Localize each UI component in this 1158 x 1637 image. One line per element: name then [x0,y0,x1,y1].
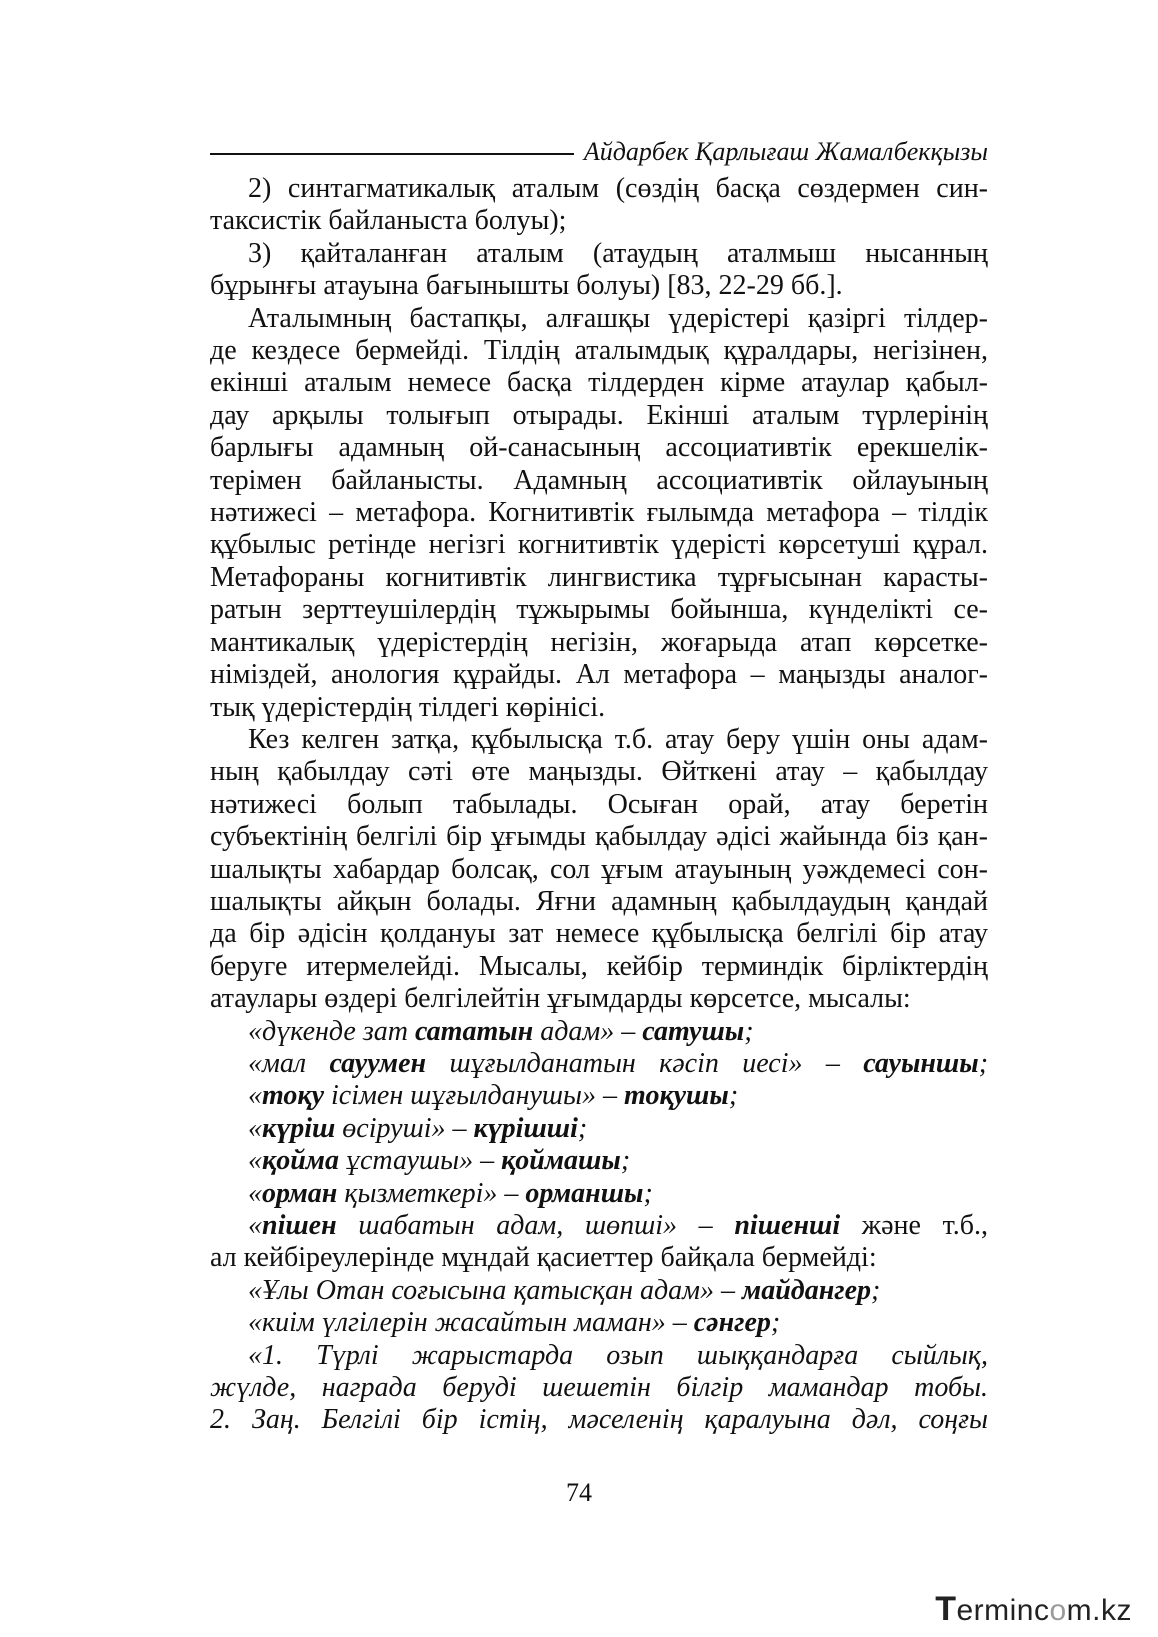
header-rule [210,153,574,155]
text-line [210,918,988,950]
term-bold: пішенші [734,1210,841,1241]
text-line [210,627,988,659]
text-line [210,529,988,561]
watermark-letter: T [935,1590,957,1628]
text-segment: «мал [248,1047,330,1079]
text-segment: «1. Түрлі жарыстарда озып шыққандарға сыйлық, [248,1339,988,1371]
term-bold: сататын [414,1015,534,1047]
text-segment: шалықты айқын болады. Яғни адамның қабылдаудың қандай [210,885,988,917]
text-segment: « [248,1145,262,1177]
text-segment: нәтижесі – метафора. Когнитивтік ғылымда метафора – тілдік [210,497,988,529]
term-bold: тоқу [262,1080,325,1112]
text-line [210,335,988,367]
text-line [210,983,988,1015]
term-bold: тоқушы [624,1080,729,1112]
text-segment: бұрынғы атауына бағынышты болуы) [83, 22-29 бб.]. [210,270,843,302]
text-segment: ; [577,1112,588,1144]
text-segment: ; [871,1274,881,1306]
term-bold: майдангер [742,1274,871,1306]
text-line [210,1404,988,1436]
term-bold: қойма [262,1145,339,1177]
text-line [210,1016,988,1048]
text-segment: құбылыс ретінде негізгі когнитивтік үдерісті көрсетуші құрал. [210,529,988,561]
text-segment: да бір әдісін қолдануы зат немесе құбылысқа белгілі бір атау [210,918,988,950]
text-segment: ; [770,1307,781,1339]
text-segment: нәтижесі болып табылады. Осыған орай, атау беретін [210,788,988,820]
text-segment: « [248,1177,262,1209]
text-segment: адам» – [533,1015,643,1047]
text-line [210,1113,988,1145]
text-line [210,1178,988,1210]
text-segment: 2. Заң. Белгілі бір істің, мәселенің қаралуына дәл, соңғы [210,1404,988,1436]
text-segment: беруге итермелейді. Мысалы, кейбір терминдік бірліктердің [210,950,988,982]
text-segment: шалықты хабардар болсақ, сол ұғым атауының уәждемесі сон- [210,853,988,885]
text-line [210,789,988,821]
text-segment: Аталымның бастапқы, алғашқы үдерістері қазіргі тілдер- [248,302,988,334]
text-segment: ; [620,1145,631,1177]
text-line [210,659,988,691]
text-segment: мантикалық үдерістердің негізін, жоғарыда атап көрсетке- [210,626,988,658]
text-line [210,238,988,270]
text-line [210,367,988,399]
text-line [210,886,988,918]
text-line [210,1307,988,1339]
header-author: Айдарбек Қарлығаш Жамалбекқызы [583,137,988,166]
text-segment: тық үдерістердің тілдегі көрінісі. [210,691,606,723]
text-segment: шабатын адам, шөпші» – [336,1210,735,1241]
text-line [210,562,988,594]
text-line [210,173,988,205]
text-line [210,594,988,626]
text-line [210,1145,988,1177]
text-segment: ; [978,1047,989,1079]
text-segment: атаулары өздері белгілейтін ұғымдарды көрсетсе, мысалы: [210,983,911,1015]
page-number: 74 [566,1478,592,1507]
text-segment: барлығы адамның ой-санасының ассоциативтік ерекшелік- [210,432,988,464]
text-line [210,1372,988,1404]
term-bold: қоймашы [501,1145,621,1177]
text-segment: « [248,1080,262,1112]
text-line [210,497,988,529]
text-line [210,1275,988,1307]
text-segment: таксистік байланыста болуы); [210,205,567,237]
text-segment: 2) синтагматикалық аталым (сөздің басқа сөздермен син- [248,173,988,204]
text-line [210,432,988,464]
text-line [210,854,988,886]
text-line [210,465,988,497]
text-segment: «киім үлгілерін жасайтын маман» – [248,1307,694,1339]
text-segment: субъектінің белгілі бір ұғымды қабылдау әдісі жайында біз қан- [210,821,988,853]
text-segment: жүлде, награда беруді шешетін білгір мамандар тобы. [210,1372,988,1404]
watermark-circle: o [1049,1594,1067,1627]
text-segment: « [248,1210,262,1241]
term-bold: күріш [262,1112,336,1144]
text-segment: ұстаушы» – [338,1145,502,1177]
text-segment: німіздей, анология құрайды. Ал метафора – маңызды аналог- [210,659,988,691]
text-segment: және т.б., [840,1210,988,1241]
text-line [210,821,988,853]
text-segment: ратын зерттеушілердің тұжырымы бойынша, күнделікті се- [210,594,988,626]
text-segment: шұғылданатын кәсіп иесі» – [426,1047,864,1079]
text-segment: 3) қайталанған аталым (атаудың аталмыш нысанның [248,237,988,269]
text-segment: де кездесе бермейді. Тілдің аталымдық құралдары, негізінен, [210,335,988,367]
term-bold: пішен [262,1210,337,1241]
text-segment: ; [728,1080,739,1112]
text-segment: «дүкенде зат [248,1015,415,1047]
term-bold: сәнгер [693,1307,771,1339]
text-segment: Кез келген затқа, құбылысқа т.б. атау беру үшін оны адам- [248,723,988,755]
text-segment: ; [744,1015,754,1047]
watermark-text-2: m.kz [1066,1594,1132,1627]
text-line [210,303,988,335]
text-line [210,951,988,983]
body-text [210,173,988,1437]
text-segment: ның қабылдау сәті өте маңызды. Өйткені атау – қабылдау [210,756,988,788]
text-segment: ; [643,1177,653,1209]
running-header [210,132,988,172]
text-segment: дау арқылы толығып отырады. Екінші аталым түрлерінің [210,399,988,431]
text-line [210,756,988,788]
text-line [210,1340,988,1372]
text-line [210,400,988,432]
text-segment: « [248,1112,262,1144]
text-segment: қызметкері» – [337,1177,526,1209]
text-segment: «Ұлы Отан соғысына қатысқан адам» – [248,1274,743,1306]
term-bold: орман [262,1177,338,1209]
text-segment: терімен байланысты. Адамның ассоциативтік ойлауының [210,464,988,496]
text-segment: өсіруші» – [335,1112,474,1144]
text-segment: ал кейбіреулерінде мұндай қасиеттер байқала бермейді: [210,1242,877,1274]
text-line [210,270,988,302]
text-segment: екінші аталым немесе басқа тілдерден кірме атаулар қабыл- [210,367,988,399]
term-bold: сауыншы [863,1047,979,1079]
text-line [210,1242,988,1274]
text-line [210,692,988,724]
text-line [210,1080,988,1112]
text-line [210,724,988,756]
watermark-logo [935,1590,1132,1629]
term-bold: сауумен [329,1047,427,1079]
term-bold: орманшы [525,1177,644,1209]
term-bold: күрішші [473,1112,578,1144]
text-segment: ісімен шұғылданушы» – [324,1080,625,1112]
text-line [210,205,988,237]
term-bold: сатушы [642,1015,745,1047]
text-line [210,1048,988,1080]
text-segment: Метафораны когнитивтік лингвистика тұрғысынан карасты- [210,561,988,593]
watermark-text-1: erminc [956,1594,1050,1627]
text-line [210,1210,988,1242]
